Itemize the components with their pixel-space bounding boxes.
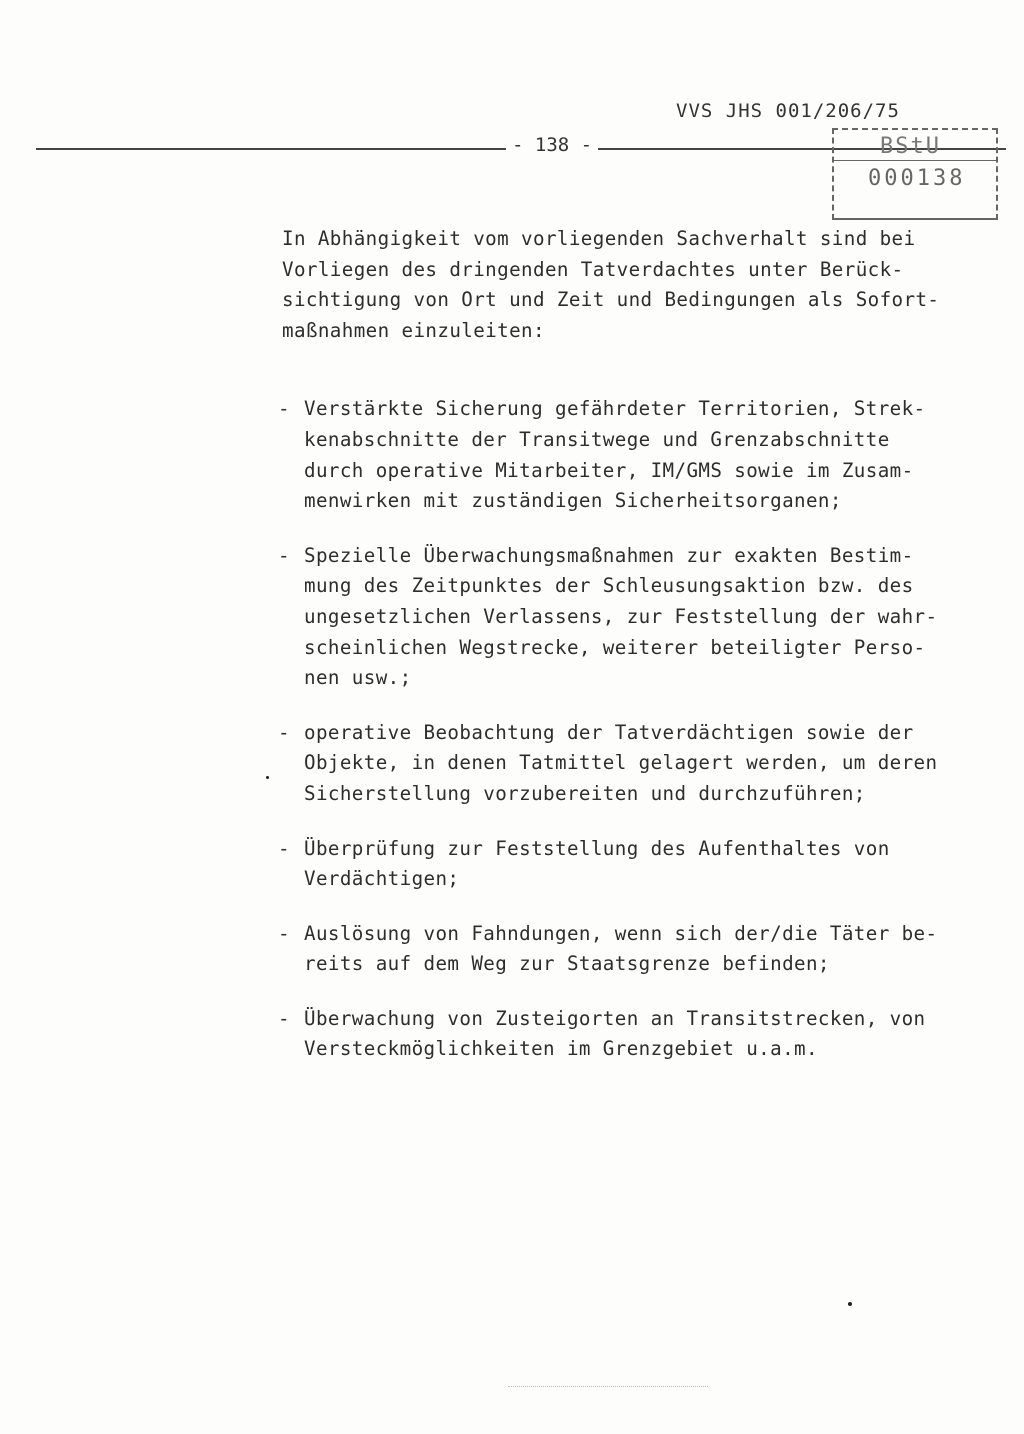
list-item: [278, 718, 972, 810]
bullet-dash: -: [278, 1006, 290, 1030]
bullet-dash: -: [278, 720, 290, 744]
archive-stamp: [832, 126, 998, 222]
intro-paragraph: In Abhängigkeit vom vorliegenden Sachverhalt sind bei Vorliegen des dringenden Tatverdachtes unter Berück- sichtigung von Ort und Zeit und Bedingungen als Sofort- maßnahmen einzuleiten:: [282, 227, 940, 342]
scan-artifact-line: [508, 1386, 708, 1387]
list-item: [278, 1004, 972, 1065]
list-item: [278, 394, 972, 516]
stamp-border-top: [832, 128, 998, 130]
list-item-text: Auslösung von Fahndungen, wenn sich der/die Täter be- reits auf dem Weg zur Staatsgrenze befinden;: [304, 921, 938, 976]
list-item-text: Verstärkte Sicherung gefährdeter Territorien, Strek- kenabschnitte der Transitwege und Grenzabschnitte durch operative Mitarbeiter, IM/GMS sowie im Zusam- menwirken mit zuständigen Sicherheitsorganen;: [304, 397, 926, 513]
stamp-border-left: [832, 128, 834, 220]
body-text: [278, 224, 972, 1089]
bullet-dash: -: [278, 921, 290, 945]
stamp-divider: [832, 160, 998, 161]
stamp-number: 000138: [868, 166, 966, 191]
document-reference: VVS JHS 001/206/75: [676, 100, 900, 122]
list-item-text: operative Beobachtung der Tatverdächtigen sowie der Objekte, in denen Tatmittel gelagert werden, um deren Sicherstellung vorzubereiten und durchzuführen;: [304, 720, 938, 805]
stamp-border-bottom: [832, 218, 998, 220]
measures-list: [278, 394, 972, 1065]
page-number: - 138 -: [506, 134, 598, 156]
bullet-dash: -: [278, 397, 290, 421]
list-item: [278, 919, 972, 980]
list-item-text: Überprüfung zur Feststellung des Aufenthaltes von Verdächtigen;: [304, 836, 890, 891]
stamp-label: BStU: [880, 134, 941, 159]
bullet-dash: -: [278, 836, 290, 860]
stamp-border-right: [996, 128, 998, 220]
scan-speck: [848, 1302, 852, 1306]
scan-speck: [266, 776, 269, 779]
bullet-dash: -: [278, 543, 290, 567]
list-item: [278, 834, 972, 895]
list-item: [278, 541, 972, 694]
list-item-text: Spezielle Überwachungsmaßnahmen zur exakten Bestim- mung des Zeitpunktes der Schleusungsaktion bzw. des ungesetzlichen Verlassens, zur Feststellung der wahr- scheinlichen Wegstrecke, weiterer beteiligter Perso- nen usw.;: [304, 543, 938, 690]
list-item-text: Überwachung von Zusteigorten an Transitstrecken, von Versteckmöglichkeiten im Grenzgebiet u.a.m.: [304, 1006, 926, 1061]
